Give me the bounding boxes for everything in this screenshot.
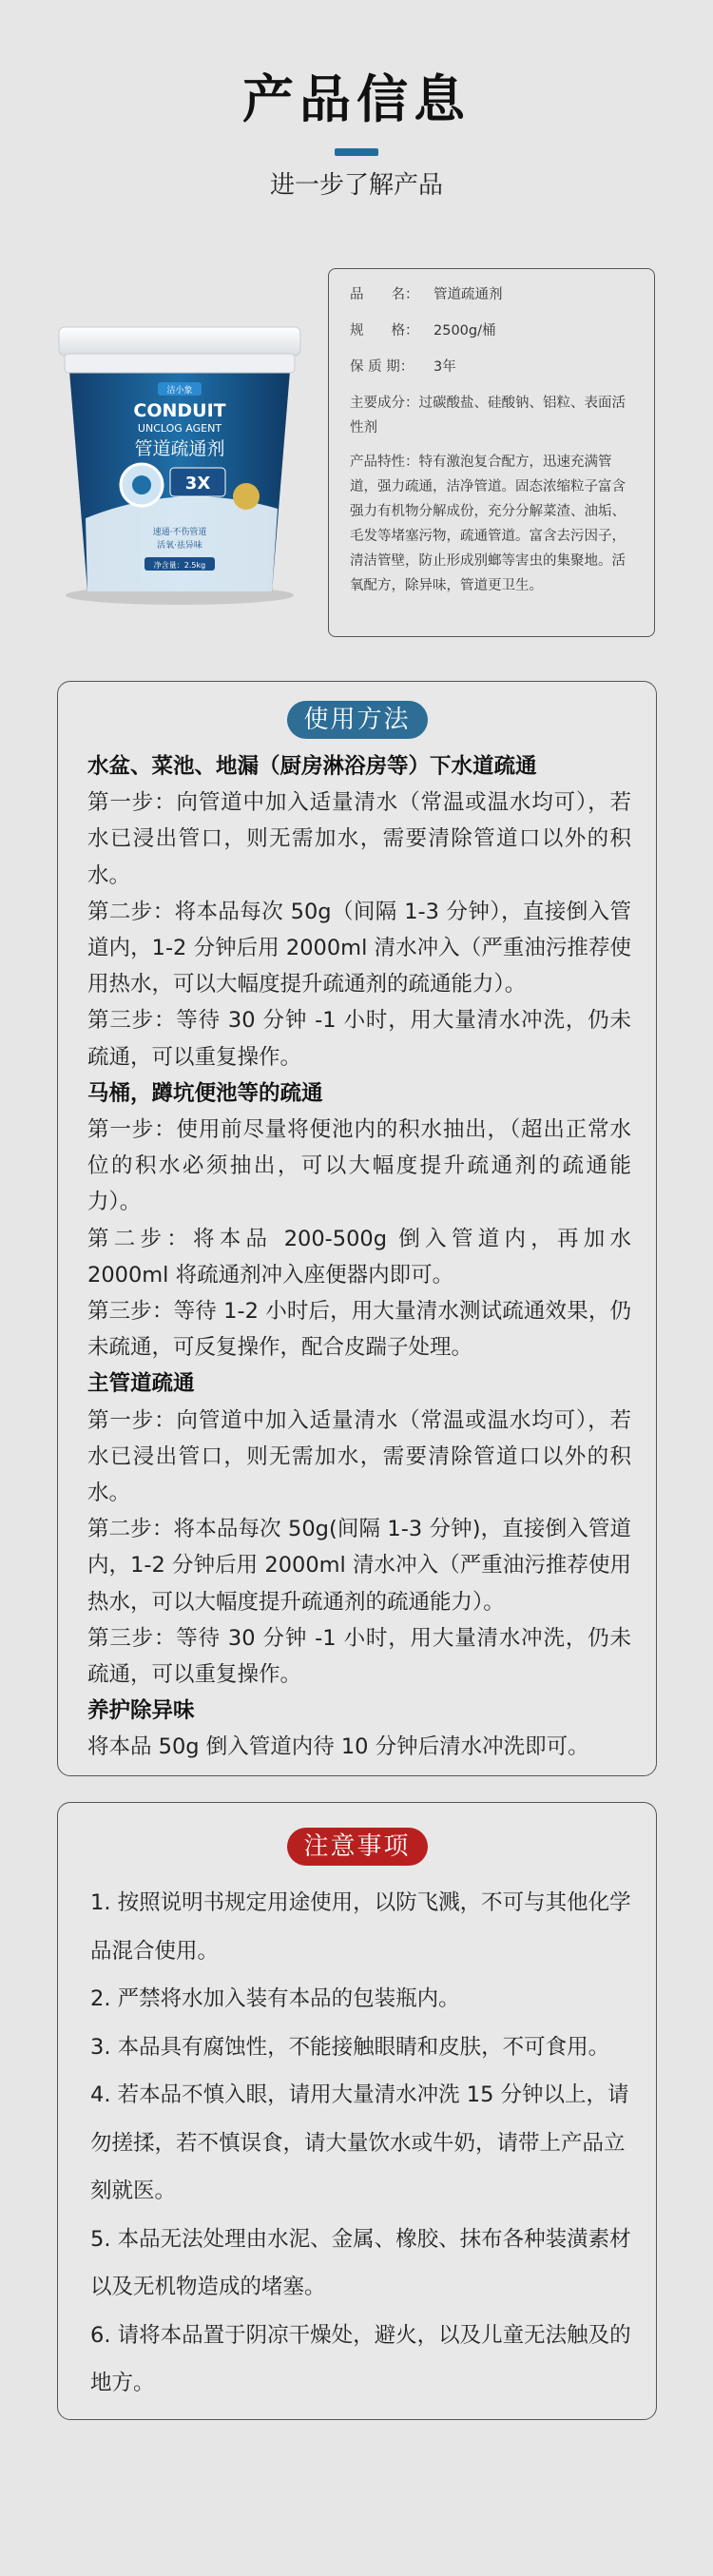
spec-size-row [350, 319, 637, 343]
spec-size-value: 2500g/桶 [434, 323, 496, 339]
spec-name-label: 品 名： [350, 287, 419, 302]
usage-step: 第三步：等待 30 分钟 -1 小时，用大量清水冲洗，仍未疏通，可以重复操作。 [87, 1625, 631, 1688]
spec-name-row [350, 282, 637, 307]
spec-shelf-label: 保 质 期： [350, 359, 414, 375]
notes-title: 注意事项 [286, 1828, 427, 1866]
spec-shelf-row [350, 355, 637, 379]
usage-step: 第一步：向管道中加入适量清水（常温或温水均可），若水已浸出管口，则无需加水，需要清除管道口以外的积水。 [87, 790, 631, 888]
notes-section [57, 1802, 657, 2420]
product-line1: 速通·不伤管道 [152, 528, 207, 537]
product-name-en2: UNCLOG AGENT [137, 422, 222, 435]
spec-ingredients: 主要成分：过碳酸盐、硅酸钠、铝粒、表面活性剂 [350, 396, 626, 436]
note-item: 4. 若本品不慎入眼，请用大量清水冲洗 15 分钟以上，请勿搓揉，若不慎误食，请大量饮水或牛奶，请带上产品立刻就医。 [90, 2082, 629, 2203]
usage-content [87, 748, 631, 1766]
title-underline [335, 148, 378, 156]
usage-step: 第三步：等待 1-2 小时后，用大量清水测试疏通效果，仍未疏通，可反复操作，配合皮踹子处理。 [87, 1299, 631, 1361]
usage-step: 第二步：将本品每次 50g（间隔 1-3 分钟），直接倒入管道内，1-2 分钟后用 2000ml 清水冲入（严重油污推荐使用热水，可以大幅度提升疏通剂的疏通能力）。 [87, 899, 631, 997]
usage-step: 第一步：向管道中加入适量清水（常温或温水均可），若水已浸出管口，则无需加水，需要清除管道口以外的积水。 [87, 1407, 631, 1506]
usage-section [57, 681, 657, 1776]
product-spec-box [328, 268, 655, 637]
usage-heading: 马桶，蹲坑便池等的疏通 [87, 1080, 323, 1106]
usage-step: 第二步：将本品 200-500g 倒入管道内，再加水 2000ml 将疏通剂冲入座便器内即可。 [87, 1226, 631, 1288]
spec-shelf-value: 3年 [434, 359, 456, 375]
usage-heading: 养护除异味 [87, 1698, 195, 1724]
usage-heading: 主管道疏通 [87, 1371, 195, 1397]
spec-name-value: 管道疏通剂 [434, 287, 503, 302]
note-item: 1. 按照说明书规定用途使用，以防飞溅，不可与其他化学品混合使用。 [90, 1890, 631, 1964]
usage-title: 使用方法 [286, 701, 427, 739]
note-item: 6. 请将本品置于阴凉干燥处，避火，以及儿童无法触及的地方。 [90, 2322, 631, 2395]
product-badge: 3X [184, 474, 211, 494]
usage-step: 第三步：等待 30 分钟 -1 小时，用大量清水冲洗，仍未疏通，可以重复操作。 [87, 1008, 631, 1070]
usage-step: 将本品 50g 倒入管道内待 10 分钟后清水冲洗即可。 [87, 1734, 589, 1760]
note-item: 5. 本品无法处理由水泥、金属、橡胶、抹布各种装潢素材以及无机物造成的堵塞。 [90, 2226, 631, 2299]
product-brand-text: 洁小象 [166, 386, 193, 396]
notes-content [90, 1879, 632, 2408]
usage-step: 第一步：使用前尽量将便池内的积水抽出，（超出正常水位的积水必须抽出，可以大幅度提升疏通剂的疏通能力）。 [87, 1117, 631, 1215]
product-bucket-image [32, 314, 327, 609]
product-name-en1: CONDUIT [133, 400, 226, 421]
product-name-cn: 管道疏通剂 [134, 438, 225, 459]
note-item: 3. 本品具有腐蚀性，不能接触眼睛和皮肤，不可食用。 [90, 2034, 610, 2060]
product-weight: 净含量：2.5kg [153, 561, 206, 570]
spec-features: 产品特性：特有激泡复合配方，迅速充满管道，强力疏通，洁净管道。固态浓缩粒子富含强力有机物分解成份，充分分解菜渣、油垢、毛发等堵塞污物，疏通管道。富含去污因子，清洁管壁，防止形成别螂等害虫的集聚地。活氧配方，除异味，管道更卫生。 [350, 455, 626, 593]
page-subtitle: 进一步了解产品 [269, 171, 443, 200]
usage-heading: 水盆、菜池、地漏（厨房淋浴房等）下水道疏通 [87, 754, 537, 779]
page-title: 产品信息 [242, 69, 471, 129]
spec-size-label: 规 格： [350, 323, 419, 339]
product-line2: 活氧·祛异味 [157, 541, 202, 551]
usage-step: 第二步：将本品每次 50g(间隔 1-3 分钟)，直接倒入管道内，1-2 分钟后用 2000ml 清水冲入（严重油污推荐使用热水，可以大幅度提升疏通剂的疏通能力）。 [87, 1517, 631, 1615]
note-item: 2. 严禁将水加入装有本品的包装瓶内。 [90, 1986, 460, 2011]
